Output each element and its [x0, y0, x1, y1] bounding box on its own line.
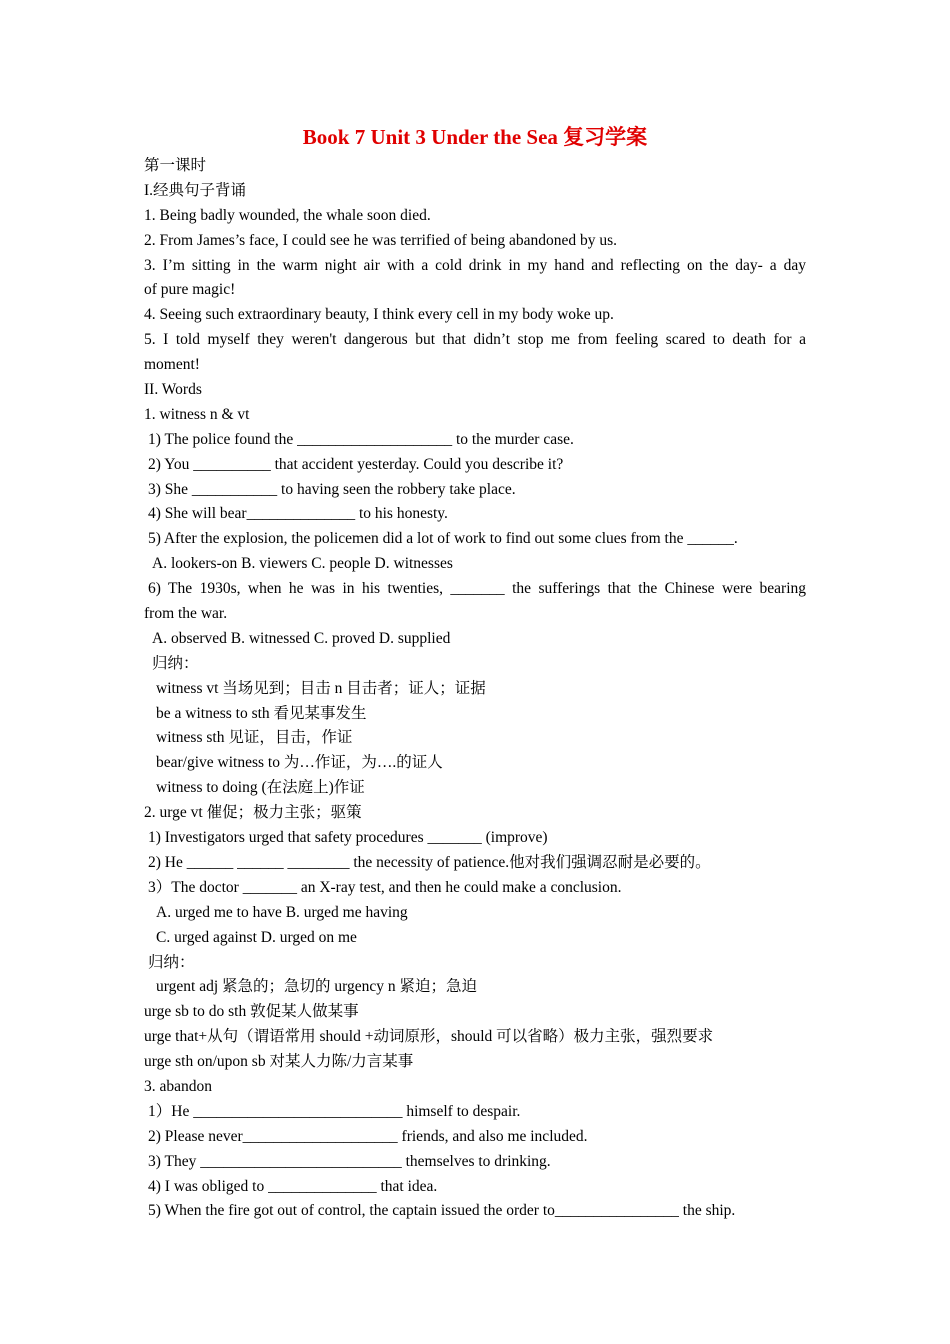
text-line: A. observed B. witnessed C. proved D. supplied	[152, 629, 451, 647]
text-line: 3. abandon	[144, 1077, 213, 1095]
text-line: 3. I’m sitting in the warm night air with a cold drink in my hand and reflecting on the day- a day	[144, 256, 806, 274]
text-line: 3) She ___________ to having seen the robbery take place.	[148, 480, 516, 498]
text-line: 归纳：	[152, 654, 199, 672]
text-line: urge sb to do sth 敦促某人做某事	[144, 1003, 359, 1021]
text-line: 1) The police found the ____________________ to the murder case.	[148, 430, 574, 448]
text-line: 4) She will bear______________ to his honesty.	[148, 505, 448, 523]
text-line: 2) He ______ ______ ________ the necessity of patience.他对我们强调忍耐是必要的。	[148, 853, 711, 871]
text-line: urge sth on/upon sb 对某人力陈/力言某事	[144, 1053, 414, 1071]
text-line: from the war.	[144, 605, 228, 623]
text-line: 5. I told myself they weren't dangerous but that didn’t stop me from feeling scared to death for a	[144, 331, 806, 349]
text-line: 5) After the explosion, the policemen did a lot of work to find out some clues from the ______.	[148, 530, 738, 548]
text-line: 1) Investigators urged that safety procedures _______ (improve)	[148, 829, 548, 847]
text-line: 第一课时	[144, 157, 207, 174]
text-line: moment!	[144, 356, 200, 374]
text-line: 5) When the fire got out of control, the captain issued the order to________________ the ship.	[148, 1202, 736, 1220]
text-line: be a witness to sth 看见某事发生	[156, 704, 367, 722]
text-line: bear/give witness to 为…作证，为….的证人	[156, 754, 443, 772]
text-line: 2. From James’s face, I could see he was terrified of being abandoned by us.	[144, 231, 618, 249]
text-line: urgent adj 紧急的；急切的 urgency n 紧迫；急迫	[156, 978, 478, 996]
text-line: A. lookers-on B. viewers C. people D. witnesses	[152, 555, 453, 573]
text-line: C. urged against D. urged on me	[156, 928, 357, 946]
text-line: 4. Seeing such extraordinary beauty, I think every cell in my body woke up.	[144, 306, 614, 324]
text-line: 1）He ___________________________ himself to despair.	[148, 1102, 521, 1120]
document-body	[144, 154, 806, 1224]
text-line: 2) You __________ that accident yesterday. Could you describe it?	[148, 455, 564, 473]
text-line: II. Words	[144, 381, 202, 399]
document-page	[144, 120, 806, 1224]
document-title: Book 7 Unit 3 Under the Sea 复习学案	[302, 125, 648, 149]
text-line: A. urged me to have B. urged me having	[156, 903, 408, 921]
text-line: urge that+从句（谓语常用 should +动词原形，should 可以省略）极力主张，强烈要求	[144, 1028, 714, 1046]
text-line: 6) The 1930s, when he was in his twenties, _______ the sufferings that the Chinese were bearing	[148, 580, 806, 598]
text-line: 3）The doctor _______ an X-ray test, and then he could make a conclusion.	[148, 878, 622, 896]
text-line: 1. witness n & vt	[144, 405, 250, 423]
text-line: 1. Being badly wounded, the whale soon died.	[144, 206, 431, 224]
text-line: witness sth 见证，目击，作证	[156, 729, 353, 747]
text-line: witness vt 当场见到；目击 n 目击者；证人；证据	[156, 679, 486, 697]
text-line: 4) I was obliged to ______________ that idea.	[148, 1177, 438, 1195]
text-line: 归纳：	[148, 953, 195, 971]
text-line: witness to doing (在法庭上)作证	[156, 779, 365, 797]
text-line: 2) Please never____________________ friends, and also me included.	[148, 1127, 588, 1145]
text-line: of pure magic!	[144, 281, 236, 299]
text-line: I.经典句子背诵	[144, 181, 247, 199]
text-line: 2. urge vt 催促；极力主张；驱策	[144, 804, 362, 822]
text-line: 3) They __________________________ themselves to drinking.	[148, 1152, 551, 1170]
